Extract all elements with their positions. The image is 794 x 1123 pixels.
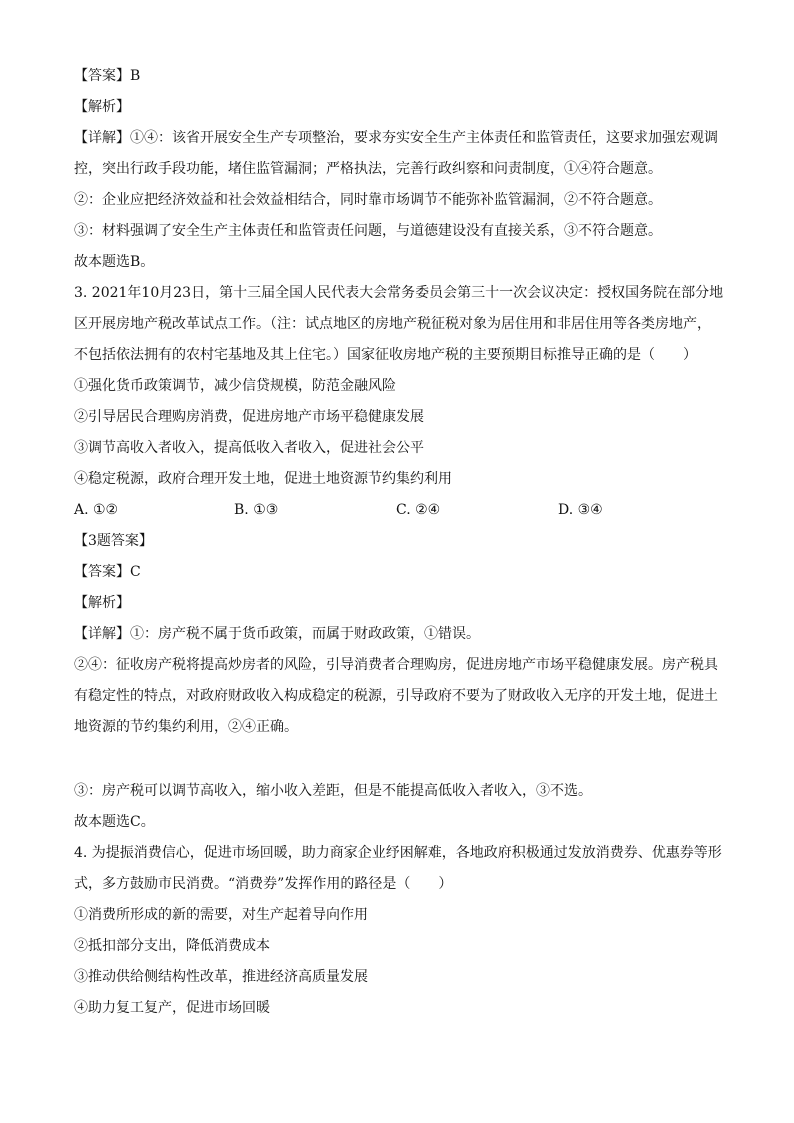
explanation-line: ②：企业应把经济效益和社会效益相结合，同时靠市场调节不能弥补监管漏洞，②不符合题意。 [74, 192, 662, 208]
question-3-stem: 不包括依法拥有的农村宅基地及其上住宅。）国家征收房地产税的主要预期目标推导正确的是（ ） [74, 347, 697, 363]
conclusion-line-q3: 故本题选C。 [74, 814, 155, 830]
option-b: B. ①③ [234, 502, 279, 518]
explanation-line: 有稳定性的特点，对政府财政收入构成稳定的税源，引导政府不要为了财政收入无序的开发土地，促进土 [74, 688, 718, 704]
explanation-line: ③：房产税可以调节高收入，缩小收入差距，但是不能提高低收入者收入，③不选。 [74, 783, 592, 799]
analysis-heading-q2: 【解析】 [74, 99, 130, 115]
answer-heading-q3: 【3题答案】 [74, 533, 153, 549]
question-3-statement: ③调节高收入者收入，提高低收入者收入，促进社会公平 [74, 440, 424, 456]
conclusion-line-q2: 故本题选B。 [74, 254, 155, 270]
explanation-line: ③：材料强调了安全生产主体责任和监管责任问题，与道德建设没有直接关系，③不符合题意。 [74, 223, 662, 239]
question-3-statement: ②引导居民合理购房消费，促进房地产市场平稳健康发展 [74, 409, 424, 425]
question-3-stem: 区开展房地产税改革试点工作。（注：试点地区的房地产税征税对象为居住用和非居住用等各类房地产， [74, 316, 711, 332]
option-c: C. ②④ [396, 502, 441, 518]
explanation-line: 地资源的节约集约利用，②④正确。 [74, 719, 298, 735]
question-4-statement: ①消费所形成的新的需要，对生产起着导向作用 [74, 907, 368, 923]
option-a: A. ①② [74, 502, 119, 518]
question-3-stem: 3. 2021年10月23日，第十三届全国人民代表大会常务委员会第三十一次会议决定：授权国务院在部分地 [74, 285, 724, 301]
question-3-statement: ④稳定税源，政府合理开发土地，促进土地资源节约集约利用 [74, 471, 452, 487]
explanation-line: ②④：征收房产税将提高炒房者的风险，引导消费者合理购房，促进房地产市场平稳健康发展。房产税具 [74, 657, 718, 673]
answer-line-q2: 【答案】B [74, 68, 141, 84]
explanation-line: 控，突出行政手段功能，堵住监管漏洞；严格执法，完善行政纠察和问责制度，①④符合题意。 [74, 161, 662, 177]
explanation-line: 【详解】①④：该省开展安全生产专项整治，要求夯实安全生产主体责任和监管责任，这要求加强宏观调 [74, 130, 718, 146]
answer-line-q3: 【答案】C [74, 564, 141, 580]
analysis-heading-q3: 【解析】 [74, 595, 130, 611]
question-4-stem: 4. 为提振消费信心，促进市场回暖，助力商家企业纾困解难，各地政府积极通过发放消费券、优惠券等形 [74, 845, 722, 861]
option-d: D. ③④ [558, 502, 603, 518]
explanation-line: 【详解】①：房产税不属于货币政策，而属于财政政策，①错误。 [74, 626, 480, 642]
question-4-statement: ③推动供给侧结构性改革，推进经济高质量发展 [74, 969, 368, 985]
question-3-statement: ①强化货币政策调节，减少信贷规模，防范金融风险 [74, 378, 396, 394]
question-4-statement: ②抵扣部分支出，降低消费成本 [74, 938, 270, 954]
question-4-statement: ④助力复工复产，促进市场回暖 [74, 1000, 270, 1016]
question-4-stem: 式，多方鼓励市民消费。“消费券”发挥作用的路径是（ ） [74, 876, 453, 892]
